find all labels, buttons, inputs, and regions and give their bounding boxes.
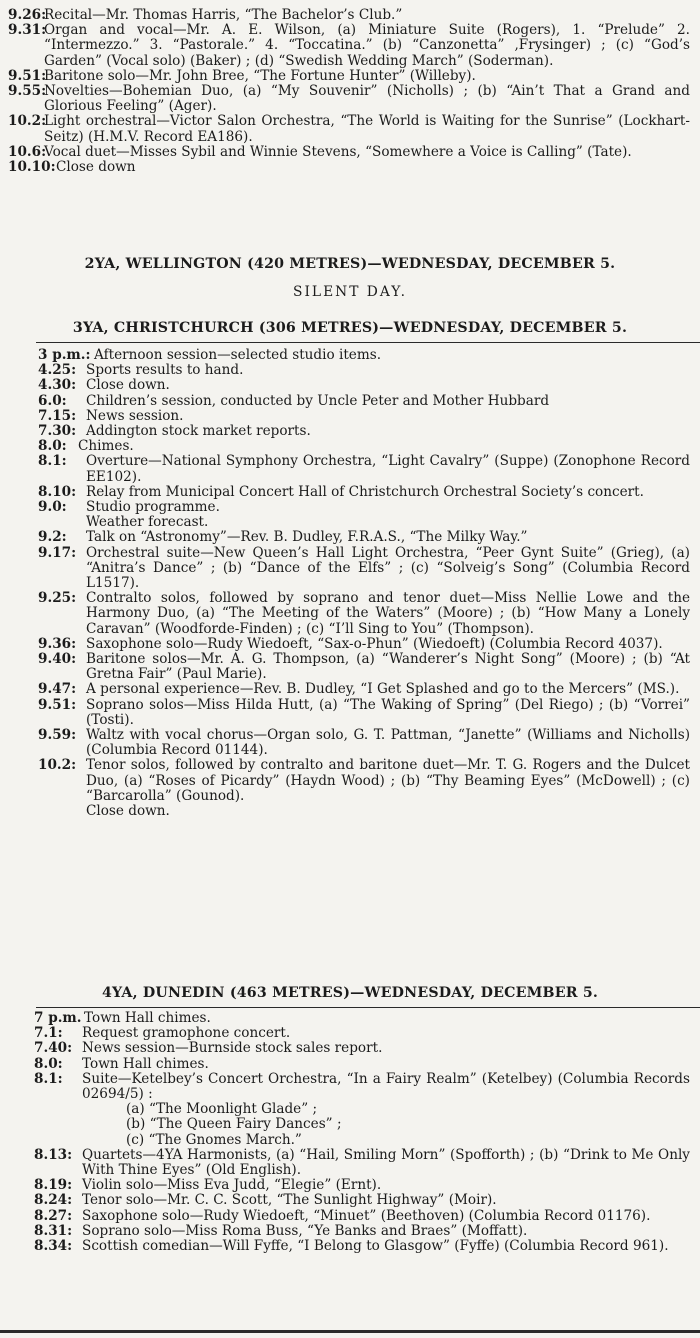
list-item xyxy=(38,348,700,363)
section-heading-3ya: 3YA, CHRISTCHURCH (306 METRES)—WEDNESDAY, DECEMBER 5. xyxy=(72,320,628,336)
list-item xyxy=(34,1041,700,1056)
list-item xyxy=(34,1209,700,1224)
list-item xyxy=(38,728,700,758)
item-extra: Close down. xyxy=(86,803,170,820)
item-text: News session. xyxy=(86,407,184,424)
time-label: 10.6: xyxy=(8,143,47,160)
item-text: Town Hall chimes. xyxy=(84,1010,211,1026)
time-label: 9.36: xyxy=(38,635,77,652)
item-text: Sports results to hand. xyxy=(86,362,244,379)
item-text: Talk on “Astronomy”—Rev. B. Dudley, F.R.A.S., “The Milky Way.” xyxy=(86,529,528,546)
list-item xyxy=(34,1193,700,1208)
time-label: 4.30: xyxy=(38,377,77,394)
sub-item: (c) “The Gnomes March.” xyxy=(126,1131,302,1148)
time-label: 8.31: xyxy=(34,1222,73,1239)
time-label: 6.0: xyxy=(38,392,67,409)
list-item xyxy=(34,1057,700,1072)
sub-item: (b) “The Queen Fairy Dances” ; xyxy=(126,1116,342,1133)
programme-3ya xyxy=(38,348,700,819)
time-label: 8.1: xyxy=(34,1070,63,1087)
item-text: News session—Burnside stock sales report. xyxy=(82,1040,383,1057)
item-text: Novelties—Bohemian Duo, (a) “My Souvenir” (Nicholls) ; (b) “Ain’t That a Grand and Glorious Feeling” (Ager). xyxy=(44,83,690,115)
time-label: 7.30: xyxy=(38,423,77,440)
item-text: Afternoon session—selected studio items. xyxy=(94,347,382,363)
item-text: Scottish comedian—Will Fyffe, “I Belong to Glasgow” (Fyffe) (Columbia Record 961). xyxy=(82,1238,669,1255)
item-text: Soprano solos—Miss Hilda Hutt, (a) “The Waking of Spring” (Del Riego) ; (b) “Vorrei” (Tosti). xyxy=(86,696,690,728)
time-label: 9.51: xyxy=(8,67,47,84)
list-item xyxy=(34,1026,700,1041)
list-item xyxy=(8,160,700,175)
item-text: Violin solo—Miss Eva Judd, “Elegie” (Ernt). xyxy=(82,1177,382,1194)
bottom-rule xyxy=(0,1330,700,1333)
list-item xyxy=(38,530,700,545)
time-label: 10.10: xyxy=(8,159,56,176)
list-item xyxy=(38,758,700,819)
time-label: 9.47: xyxy=(38,681,77,698)
list-item xyxy=(38,454,700,484)
list-item xyxy=(8,145,700,160)
sub-item: (a) “The Moonlight Glade” ; xyxy=(126,1101,318,1118)
item-text: Saxophone solo—Rudy Wiedoeft, “Sax-o-Phun” (Wiedoeft) (Columbia Record 4037). xyxy=(86,635,663,652)
time-label: 9.26: xyxy=(8,7,47,23)
time-label: 8.13: xyxy=(34,1146,73,1163)
item-text: Town Hall chimes. xyxy=(82,1055,209,1072)
list-item xyxy=(38,500,700,530)
list-item xyxy=(38,698,700,728)
list-item xyxy=(34,1178,700,1193)
item-text: Quartets—4YA Harmonists, (a) “Hail, Smiling Morn” (Spofforth) ; (b) “Drink to Me Only With Thine Eyes” (Old English). xyxy=(82,1146,690,1179)
section-heading-4ya: 4YA, DUNEDIN (463 METRES)—WEDNESDAY, DECEMBER 5. xyxy=(101,985,599,1001)
list-item xyxy=(38,394,700,409)
list-item xyxy=(38,682,700,697)
item-text: Chimes. xyxy=(78,438,134,455)
list-item xyxy=(38,546,700,592)
time-label: 8.1: xyxy=(38,453,67,470)
time-label: 8.34: xyxy=(34,1238,73,1255)
item-text: Close down. xyxy=(86,377,170,394)
item-text: Suite—Ketelbey’s Concert Orchestra, “In a Fairy Realm” (Ketelbey) (Columbia Records 02694/5) : xyxy=(82,1070,690,1103)
time-label: 9.59: xyxy=(38,727,77,744)
silent-day-note: SILENT DAY. xyxy=(293,284,407,300)
item-text: Studio programme. xyxy=(86,499,220,516)
item-text: Baritone solo—Mr. John Bree, “The Fortune Hunter” (Willeby). xyxy=(44,67,476,84)
time-label: 9.2: xyxy=(38,529,67,546)
list-item xyxy=(34,1148,700,1178)
time-label: 8.19: xyxy=(34,1177,73,1194)
item-text: Waltz with vocal chorus—Organ solo, G. T. Pattman, “Janette” (Williams and Nicholls) (Columbia Record 01144). xyxy=(86,727,690,759)
list-item xyxy=(8,8,700,23)
section-heading-2ya: 2YA, WELLINGTON (420 METRES)—WEDNESDAY, DECEMBER 5. xyxy=(84,256,616,272)
list-item xyxy=(38,439,700,454)
time-label: 7.15: xyxy=(38,407,77,424)
list-item xyxy=(38,485,700,500)
list-item xyxy=(38,378,700,393)
list-item xyxy=(38,637,700,652)
list-item xyxy=(34,1224,700,1239)
time-label: 8.0: xyxy=(34,1055,63,1072)
list-item xyxy=(38,424,700,439)
divider xyxy=(36,1007,700,1008)
time-label: 10.2: xyxy=(8,113,47,130)
list-item xyxy=(34,1072,700,1102)
list-item xyxy=(38,409,700,424)
item-text: Tenor solos, followed by contralto and baritone duet—Mr. T. G. Rogers and the Dulcet Duo, (a) “Roses of Picardy” (Haydn Wood) ; (b) “Thy Beaming Eyes” (McDowell) ; (c) “Barcarolla” (Gounod). xyxy=(86,757,690,804)
item-text: Relay from Municipal Concert Hall of Christchurch Orchestral Society’s concert. xyxy=(86,483,644,500)
time-label: 7.40: xyxy=(34,1040,73,1057)
divider xyxy=(36,342,700,343)
list-item xyxy=(8,23,700,69)
item-text: Organ and vocal—Mr. A. E. Wilson, (a) Miniature Suite (Rogers), 1. “Prelude” 2. “Intermezzo.” 3. “Pastorale.” 4. “Toccatina.” (b) “Canzonetta” ,Frysinger) ; (c) “God’s Garden” (Vocal solo) (Baker) ; (d) “Swedish Wedding March” (Soderman). xyxy=(44,22,690,69)
list-item xyxy=(34,1011,700,1026)
time-label: 3 p.m.: xyxy=(38,347,91,363)
item-text: Vocal duet—Misses Sybil and Winnie Stevens, “Somewhere a Voice is Calling” (Tate). xyxy=(44,143,632,160)
time-label: 8.10: xyxy=(38,483,77,500)
item-text: Contralto solos, followed by soprano and tenor duet—Miss Nellie Lowe and the Harmony Duo, (a) “The Meeting of the Waters” (Moore) ; (b) “How Many a Lonely Caravan” (Woodforde-Finden) ; (c) “I’ll Sing to You” (Thompson). xyxy=(86,590,690,637)
item-text: Soprano solo—Miss Roma Buss, “Ye Banks and Braes” (Moffatt). xyxy=(82,1222,528,1239)
time-label: 7 p.m. xyxy=(34,1010,82,1026)
item-text: Baritone solos—Mr. A. G. Thompson, (a) “Wanderer’s Night Song” (Moore) ; (b) “At Gretna Fair” (Paul Marie). xyxy=(86,651,690,683)
list-item xyxy=(8,69,700,84)
item-text: Saxophone solo—Rudy Wiedoeft, “Minuet” (Beethoven) (Columbia Record 01176). xyxy=(82,1207,651,1224)
time-label: 7.1: xyxy=(34,1025,63,1042)
time-label: 4.25: xyxy=(38,362,77,379)
list-item xyxy=(38,591,700,637)
time-label: 10.2: xyxy=(38,757,77,774)
time-label: 9.55: xyxy=(8,83,47,100)
programme-prev xyxy=(8,8,700,175)
time-label: 8.0: xyxy=(38,438,67,455)
time-label: 9.40: xyxy=(38,651,77,668)
programme-4ya xyxy=(34,1011,700,1254)
list-item xyxy=(38,363,700,378)
item-text: Tenor solo—Mr. C. C. Scott, “The Sunlight Highway” (Moir). xyxy=(82,1192,497,1209)
time-label: 9.25: xyxy=(38,590,77,607)
time-label: 9.51: xyxy=(38,696,77,713)
item-text: Addington stock market reports. xyxy=(86,423,311,440)
list-item xyxy=(8,84,700,114)
item-text: Light orchestral—Victor Salon Orchestra, “The World is Waiting for the Sunrise” (Lockhart-Seitz) (H.M.V. Record EA186). xyxy=(44,113,690,145)
time-label: 9.0: xyxy=(38,499,67,516)
item-text: Orchestral suite—New Queen’s Hall Light Orchestra, “Peer Gynt Suite” (Grieg), (a) “Anitra’s Dance” ; (b) “Dance of the Elfs” ; (c) “Solveig’s Song” (Columbia Record L1517). xyxy=(86,544,690,592)
item-text: A personal experience—Rev. B. Dudley, “I Get Splashed and go to the Mercers” (MS.). xyxy=(86,681,680,698)
item-extra: Weather forecast. xyxy=(86,514,209,531)
list-item xyxy=(8,114,700,144)
item-text: Recital—Mr. Thomas Harris, “The Bachelor’s Club.” xyxy=(44,7,403,23)
time-label: 9.31: xyxy=(8,22,47,39)
item-text: Overture—National Symphony Orchestra, “Light Cavalry” (Suppe) (Zonophone Record EE102). xyxy=(86,453,690,485)
item-text: Children’s session, conducted by Uncle Peter and Mother Hubbard xyxy=(86,392,550,409)
list-item xyxy=(34,1239,700,1254)
time-label: 8.24: xyxy=(34,1192,73,1209)
list-item xyxy=(38,652,700,682)
item-text: Close down xyxy=(56,159,136,176)
time-label: 9.17: xyxy=(38,544,77,561)
item-text: Request gramophone concert. xyxy=(82,1025,291,1042)
time-label: 8.27: xyxy=(34,1207,73,1224)
